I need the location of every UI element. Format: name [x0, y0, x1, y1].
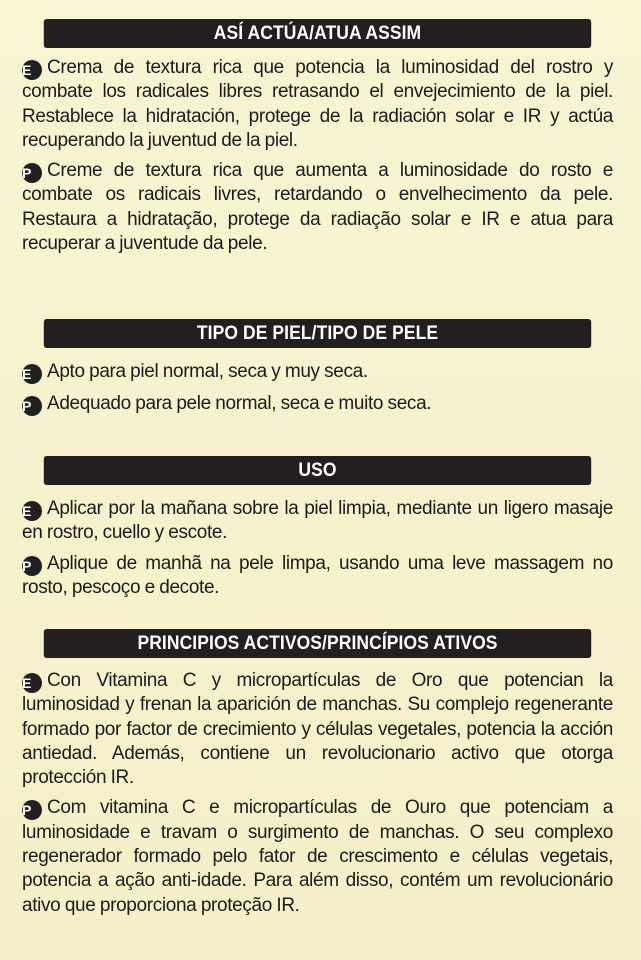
language-badge-es: E — [22, 501, 42, 521]
language-badge-es: E — [22, 60, 42, 80]
section-actives — [20, 629, 615, 918]
text-actives-es: Con Vitamina C y micropartículas de Oro que potencian la luminosidad y frenan la aparición de manchas. Su complejo regenerante formado por factor de crecimiento y células vegetales, potencia la acción antiedad. Además, contiene un revolucionario activo que otorga protección IR. — [22, 670, 613, 789]
paragraph-usage-pt — [20, 552, 615, 601]
section-usage — [20, 456, 615, 600]
text-skin-type-es: Apto para piel normal, seca y muy seca. — [47, 361, 368, 382]
paragraph-actives-es — [20, 669, 615, 790]
section-skin-type — [20, 319, 615, 417]
language-badge-pt: P — [22, 396, 42, 416]
language-badge-pt: P — [22, 556, 42, 576]
text-usage-es: Aplicar por la mañana sobre la piel limpia, mediante un ligero masaje en rostro, cuello y escote. — [22, 498, 613, 544]
section-header-usage: USO — [44, 456, 591, 485]
paragraph-action-pt — [20, 159, 615, 256]
section-header-actives: PRINCIPIOS ACTIVOS/PRINCÍPIOS ATIVOS — [44, 629, 591, 658]
paragraph-skin-type-pt — [20, 392, 615, 416]
language-badge-es: E — [22, 673, 42, 693]
language-badge-pt: P — [22, 800, 42, 820]
paragraph-skin-type-es — [20, 360, 615, 384]
language-badge-es: E — [22, 364, 42, 384]
paragraph-actives-pt — [20, 796, 615, 917]
text-skin-type-pt: Adequado para pele normal, seca e muito seca. — [47, 393, 432, 415]
text-action-pt: Creme de textura rica que aumenta a luminosidade do rosto e combate os radicais livres, retardando o envelhecimento da pele. Restaura a hidratação, protege da radiação solar e IR e atua para recuperar a juventude da pele. — [22, 160, 613, 255]
section-action — [20, 19, 615, 256]
paragraph-usage-es — [20, 497, 615, 546]
text-actives-pt: Com vitamina C e micropartículas de Ouro que potenciam a luminosidade e travam o surgimento de manchas. O seu complexo regenerador formado pelo fator de crescimento e células vegetais, potencia a ação anti-idade. Para além disso, contém um revolucionário ativo que proporciona proteção IR. — [22, 797, 613, 916]
text-usage-pt: Aplique de manhã na pele limpa, usando uma leve massagem no rosto, pescoço e decote. — [22, 552, 613, 598]
text-action-es: Crema de textura rica que potencia la luminosidad del rostro y combate los radicales libres retrasando el envejecimiento de la piel. Restablece la hidratación, protege de la radiación solar e IR y actúa recuperando la juventud de la piel. — [22, 57, 613, 151]
section-header-action: ASÍ ACTÚA/ATUA ASSIM — [44, 19, 591, 48]
paragraph-action-es — [20, 56, 615, 153]
language-badge-pt: P — [22, 163, 42, 183]
section-header-skin-type: TIPO DE PIEL/TIPO DE PELE — [44, 319, 591, 348]
